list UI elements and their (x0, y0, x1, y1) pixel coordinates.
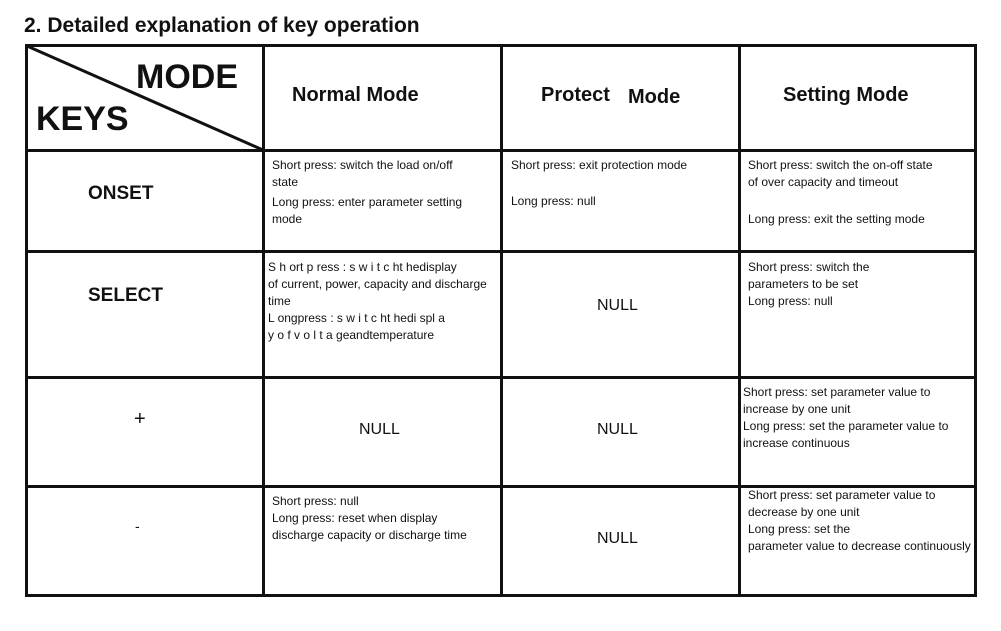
cell-minus-normal (272, 493, 467, 544)
col-divider-3 (738, 44, 741, 597)
cell-line: Short press: set parameter value to (748, 488, 936, 502)
cell-line: L ongpress : s w i t c ht hedi spl a (268, 311, 445, 325)
cell-onset-normal (272, 157, 462, 228)
cell-line: of over capacity and timeout (748, 175, 899, 189)
column-header-protect-suffix: Mode (628, 86, 681, 108)
corner-mode-label: MODE (136, 58, 238, 96)
cell-line: Short press: switch the on-off state (748, 158, 933, 172)
cell-select-protect: NULL (597, 297, 638, 314)
cell-line: Long press: null (748, 294, 833, 308)
cell-plus-setting (743, 384, 948, 452)
cell-minus-setting (748, 487, 971, 555)
cell-line: discharge capacity or discharge time (272, 528, 467, 542)
cell-line: increase continuous (743, 436, 850, 450)
cell-line: Long press: null (511, 194, 596, 208)
cell-line: of current, power, capacity and discharge (268, 277, 487, 291)
cell-plus-normal: NULL (359, 421, 400, 438)
cell-line: parameter value to decrease continuously (748, 539, 971, 553)
cell-line: Long press: enter parameter setting (272, 195, 463, 209)
column-header-setting: Setting Mode (783, 84, 909, 106)
column-header-normal: Normal Mode (292, 84, 419, 106)
table-border-right (974, 44, 977, 597)
corner-keys-label: KEYS (36, 100, 129, 138)
cell-line: Long press: set the (748, 522, 851, 536)
row-key-plus: + (134, 408, 146, 430)
cell-select-normal (268, 259, 487, 344)
cell-line: Short press: switch the (748, 260, 870, 274)
cell-line: state (272, 175, 299, 189)
cell-line: Long press: exit the setting mode (748, 212, 925, 226)
row-key-minus: - (135, 518, 140, 534)
column-header-protect: Protect (541, 84, 610, 106)
cell-line: Short press: exit protection mode (511, 158, 688, 172)
cell-line: Short press: switch the load on/off (272, 158, 453, 172)
cell-line: increase by one unit (743, 402, 851, 416)
page-heading: 2. Detailed explanation of key operation (24, 14, 420, 37)
row-key-select: SELECT (88, 285, 163, 306)
cell-line: Long press: reset when display (272, 511, 438, 525)
cell-line: Long press: set the parameter value to (743, 419, 949, 433)
cell-onset-protect (511, 157, 687, 210)
cell-plus-protect: NULL (597, 421, 638, 438)
cell-line: Short press: null (272, 494, 359, 508)
cell-minus-protect: NULL (597, 530, 638, 547)
cell-line: decrease by one unit (748, 505, 860, 519)
cell-line: time (268, 294, 291, 308)
cell-onset-setting (748, 157, 933, 228)
row-key-onset: ONSET (88, 183, 154, 204)
cell-line: parameters to be set (748, 277, 859, 291)
col-divider-2 (500, 44, 503, 597)
cell-line: S h ort p ress : s w i t c ht hedisplay (268, 260, 457, 274)
cell-line: mode (272, 212, 303, 226)
cell-select-setting (748, 259, 869, 310)
cell-line: Short press: set parameter value to (743, 385, 931, 399)
cell-line: y o f v o l t a geandtemperature (268, 328, 435, 342)
